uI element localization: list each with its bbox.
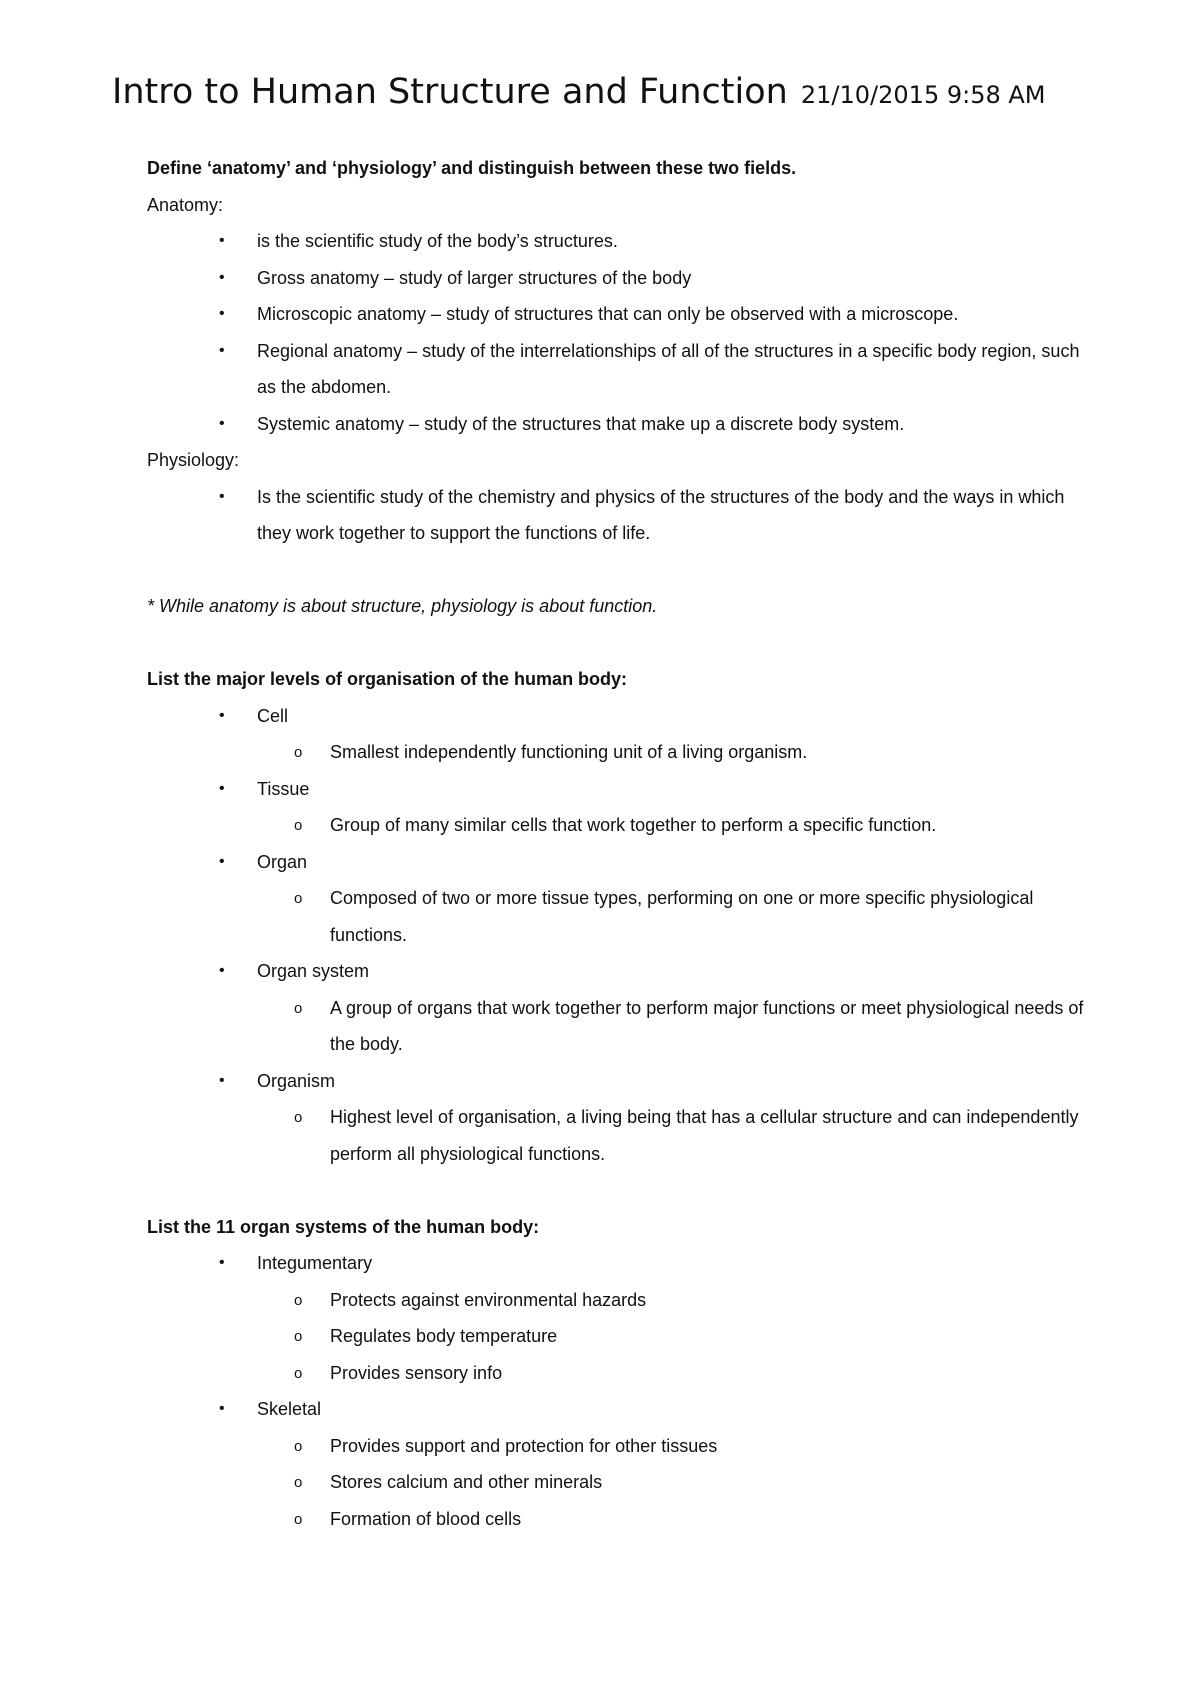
bullet-icon: • <box>219 1254 225 1271</box>
bullet-icon: • <box>219 268 225 286</box>
sub-list-item <box>294 1464 1087 1501</box>
sub-list <box>257 1099 1087 1172</box>
sub-list-item-text: Provides sensory info <box>330 1362 503 1383</box>
list-item-text: Skeletal <box>257 1399 322 1419</box>
sub-bullet-icon: o <box>294 999 303 1017</box>
sub-list <box>257 880 1087 953</box>
section-heading: List the major levels of organisation of the human body: <box>147 669 628 689</box>
section-heading: List the 11 organ systems of the human body: <box>147 1216 540 1237</box>
list-item-text: Regional anatomy – study of the interrelationships of all of the structures in a specific body region, such as the abdomen. <box>257 340 1080 397</box>
list-item <box>219 1391 1087 1537</box>
sub-bullet-icon: o <box>294 1437 303 1455</box>
sub-list-item <box>294 1355 1087 1392</box>
anatomy-list <box>147 223 1087 442</box>
sub-bullet-icon: o <box>294 817 303 834</box>
bullet-icon: • <box>219 962 225 979</box>
list-item-text: is the scientific study of the body’s structures. <box>257 231 618 251</box>
physiology-label: Physiology: <box>147 450 240 470</box>
sub-list <box>257 807 1087 844</box>
sub-list-item <box>294 880 1087 953</box>
list-item-text: Integumentary <box>257 1253 373 1273</box>
list-item <box>219 1063 1087 1173</box>
list-item <box>219 406 1087 443</box>
sub-bullet-icon: o <box>294 1474 303 1491</box>
list-item-text: Cell <box>257 705 289 726</box>
bullet-icon: • <box>219 1071 225 1089</box>
sub-bullet-icon: o <box>294 744 303 761</box>
sub-list-item <box>294 1282 1087 1319</box>
sub-list-item-text: Smallest independently functioning unit of a living organism. <box>330 742 808 762</box>
sub-list-item-text: Group of many similar cells that work together to perform a specific function. <box>330 815 937 835</box>
physiology-list <box>147 479 1087 552</box>
sub-bullet-icon: o <box>294 1364 303 1382</box>
organ-systems-list <box>147 1245 1087 1537</box>
spacer <box>147 552 1087 589</box>
section-heading: Define ‘anatomy’ and ‘physiology’ and distinguish between these two fields. <box>147 158 797 178</box>
list-item <box>219 1245 1087 1391</box>
sub-bullet-icon: o <box>294 1109 303 1126</box>
list-item <box>219 771 1087 844</box>
sub-list-item-text: Stores calcium and other minerals <box>330 1472 603 1492</box>
list-item-text: Systemic anatomy – study of the structures that make up a discrete body system. <box>257 413 905 434</box>
sub-list-item-text: Protects against environmental hazards <box>330 1289 647 1310</box>
list-item <box>219 223 1087 260</box>
list-item <box>219 296 1087 333</box>
bullet-icon: • <box>219 706 225 724</box>
sub-list-item <box>294 1318 1087 1355</box>
list-item-text: Microscopic anatomy – study of structures that can only be observed with a microscope. <box>257 304 959 324</box>
sub-bullet-icon: o <box>294 1291 303 1309</box>
sub-list-item-text: Highest level of organisation, a living being that has a cellular structure and can independently perform all physiological functions. <box>330 1107 1079 1164</box>
document-body <box>147 150 1087 1537</box>
sub-list-item <box>294 734 1087 771</box>
sub-list <box>257 990 1087 1063</box>
list-item-text: Organism <box>257 1070 336 1091</box>
sub-list-item <box>294 807 1087 844</box>
bullet-icon: • <box>219 414 225 432</box>
list-item-text: Organ <box>257 851 308 872</box>
spacer <box>147 1172 1087 1209</box>
anatomy-label: Anatomy: <box>147 194 224 215</box>
page-header <box>112 72 1046 112</box>
list-item-text: Organ system <box>257 961 370 981</box>
sub-bullet-icon: o <box>294 1510 303 1528</box>
list-item <box>219 333 1087 406</box>
bullet-icon: • <box>219 487 225 505</box>
sub-list-item <box>294 1099 1087 1172</box>
bullet-icon: • <box>219 305 225 322</box>
list-item <box>219 844 1087 954</box>
list-item <box>219 953 1087 1063</box>
sub-list-item <box>294 1501 1087 1538</box>
bullet-icon: • <box>219 341 225 359</box>
page-title: Intro to Human Structure and Function <box>112 72 788 112</box>
sub-list <box>257 1428 1087 1538</box>
sub-list-item-text: Regulates body temperature <box>330 1326 558 1346</box>
bullet-icon: • <box>219 852 225 870</box>
list-item-text: Tissue <box>257 778 310 799</box>
italic-note: * While anatomy is about structure, physiology is about function. <box>147 596 658 616</box>
list-item <box>219 479 1087 552</box>
list-item <box>219 260 1087 297</box>
list-item <box>219 698 1087 771</box>
sub-list-item <box>294 1428 1087 1465</box>
bullet-icon: • <box>219 1400 225 1417</box>
list-item-text: Is the scientific study of the chemistry and physics of the structures of the body and the ways in which they work together to support the functions of life. <box>257 486 1065 543</box>
sub-list <box>257 734 1087 771</box>
bullet-icon: • <box>219 232 225 249</box>
sub-list-item-text: Formation of blood cells <box>330 1508 522 1529</box>
sub-list-item <box>294 990 1087 1063</box>
page-datetime: 21/10/2015 9:58 AM <box>800 81 1046 109</box>
sub-list-item-text: A group of organs that work together to perform major functions or meet physiological needs of the body. <box>330 997 1084 1054</box>
sub-list-item-text: Composed of two or more tissue types, performing on one or more specific physiological functions. <box>330 888 1034 945</box>
bullet-icon: • <box>219 779 225 797</box>
sub-list-item-text: Provides support and protection for other tissues <box>330 1435 718 1456</box>
organisation-levels-list <box>147 698 1087 1173</box>
sub-bullet-icon: o <box>294 890 303 907</box>
spacer <box>147 625 1087 662</box>
list-item-text: Gross anatomy – study of larger structures of the body <box>257 267 692 288</box>
sub-list <box>257 1282 1087 1392</box>
sub-bullet-icon: o <box>294 1328 303 1345</box>
